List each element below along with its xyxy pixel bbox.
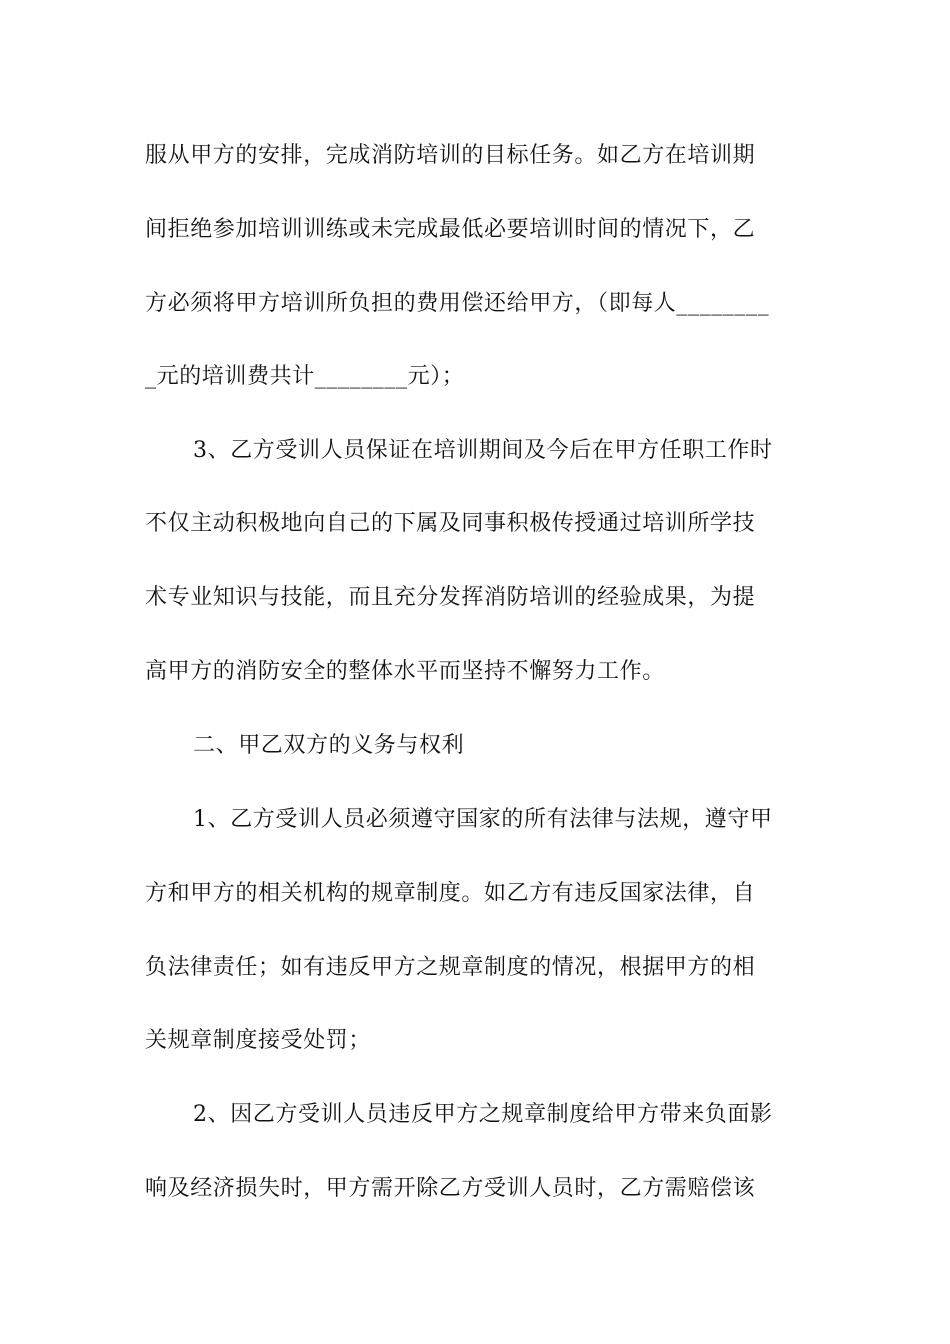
text-line: 方必须将甲方培训所负担的费用偿还给甲方，（即每人________ [145,291,770,316]
text-line: 响及经济损失时，甲方需开除乙方受训人员时，乙方需赔偿该 [145,1176,756,1201]
text-line: 术专业知识与技能，而且充分发挥消防培训的经验成果，为提 [145,585,756,610]
text-line: 间拒绝参加培训训练或未完成最低必要培训时间的情况下，乙 [145,217,756,242]
text-line: 方和甲方的相关机构的规章制度。如乙方有违反国家法律，自 [145,881,756,906]
text-line: 关规章制度接受处罚； [145,1028,372,1053]
paragraph-start-line: 3、乙方受训人员保证在培训期间及今后在甲方任职工作时 [193,438,773,463]
text-line: 负法律责任；如有违反甲方之规章制度的情况，根据甲方的相 [145,955,756,980]
text-line: 高甲方的消防安全的整体水平而坚持不懈努力工作。 [145,659,665,684]
text-line: _元的培训费共计________元）； [145,364,465,389]
text-line: 服从甲方的安排，完成消防培训的目标任务。如乙方在培训期 [145,143,756,168]
paragraph-start-line: 1、乙方受训人员必须遵守国家的所有法律与法规，遵守甲 [193,807,773,832]
section-heading: 二、甲乙双方的义务与权利 [193,733,465,758]
text-line: 不仅主动积极地向自己的下属及同事积极传授通过培训所学技 [145,511,756,536]
paragraph-start-line: 2、因乙方受训人员违反甲方之规章制度给甲方带来负面影 [193,1102,773,1127]
